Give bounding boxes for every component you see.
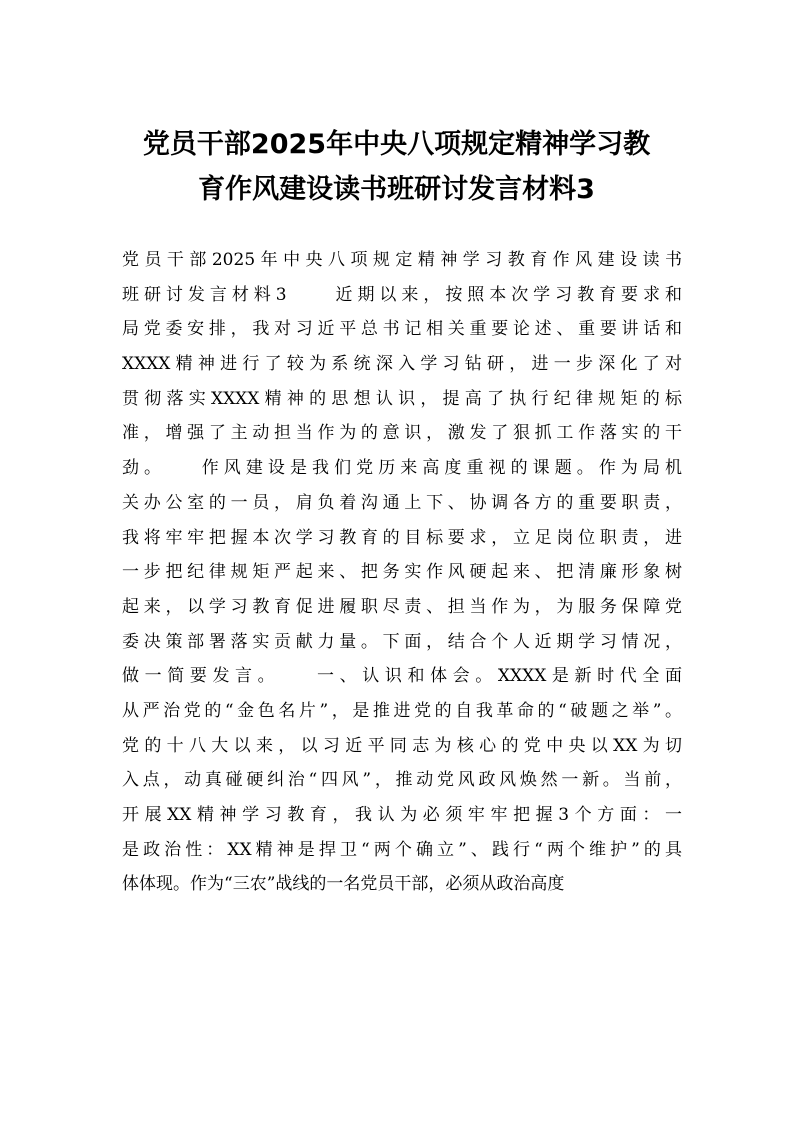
title-line: 育作风建设读书班研讨发言材料3	[198, 174, 595, 205]
body-line: 关办公室的一员，肩负着沟通上下、协调各方的重要职责，	[122, 492, 682, 513]
body-line: XXXX精神进行了较为系统深入学习钻研，进一步深化了对	[122, 354, 682, 375]
body-line: 党的十八大以来，以习近平同志为核心的党中央以XX为切	[122, 735, 682, 756]
body-line: 开展XX精神学习教育，我认为必须牢牢把握3个方面：一	[122, 805, 682, 825]
body-line: 劲。 作风建设是我们党历来高度重视的课题。作为局机	[122, 458, 682, 479]
body-line: 做一简要发言。 一、认识和体会。XXXX是新时代全面	[122, 666, 682, 687]
body-line: 体体现。作为“三农”战线的一名党员干部，必须从政治高度	[122, 874, 565, 895]
body-line: 班研讨发言材料3 近期以来，按照本次学习教育要求和	[122, 284, 682, 305]
body-line: 准，增强了主动担当作为的意识，激发了狠抓工作落实的干	[122, 423, 682, 444]
body-line: 我将牢牢把握本次学习教育的目标要求，立足岗位职责，进	[122, 527, 682, 548]
body-line: 从严治党的“金色名片”，是推进党的自我革命的“破题之举”。	[122, 700, 682, 721]
body-line: 是政治性：XX精神是捍卫“两个确立”、践行“两个维护”的具	[122, 839, 682, 860]
document-body	[122, 243, 682, 902]
body-line: 入点，动真碰硬纠治“四风”，推动党风政风焕然一新。当前，	[122, 770, 682, 791]
document-title	[100, 122, 693, 212]
title-line: 党员干部2025年中央八项规定精神学习教	[142, 129, 651, 160]
body-line: 党员干部2025年中央八项规定精神学习教育作风建设读书	[122, 250, 682, 270]
body-line: 贯彻落实XXXX精神的思想认识，提高了执行纪律规矩的标	[122, 388, 682, 409]
body-line: 委决策部署落实贡献力量。下面，结合个人近期学习情况，	[122, 631, 682, 652]
body-line: 局党委安排，我对习近平总书记相关重要论述、重要讲话和	[122, 319, 682, 340]
body-line: 一步把纪律规矩严起来、把务实作风硬起来、把清廉形象树	[122, 562, 682, 583]
body-line: 起来，以学习教育促进履职尽责、担当作为，为服务保障党	[122, 596, 682, 617]
